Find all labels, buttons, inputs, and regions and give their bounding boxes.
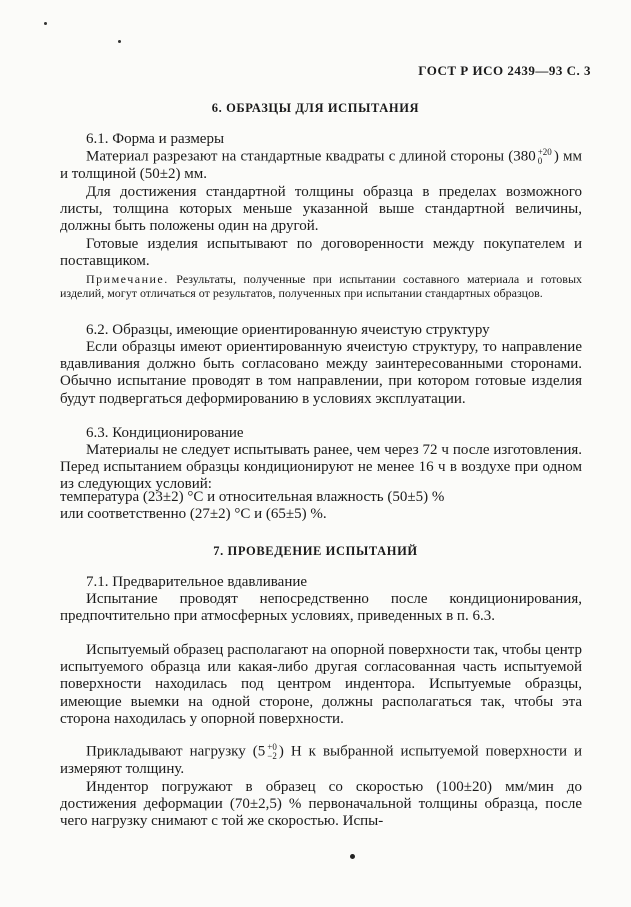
note	[60, 272, 582, 300]
tolerance-lower: 0	[537, 156, 543, 166]
paragraph-6-3-temperature: температура (23±2) °С и относительная влажность (50±5) %	[60, 489, 445, 505]
paragraph-text: Испытуемый образец располагают на опорной поверхности так, чтобы центр испытуемого образца или какая-либо другая согласованная часть испытуемой поверхности находилась под центром индентора. Испытуемые образцы, имеющие выемки на одной стороне, должны располагаться так, чтобы эта сторона находилась у опорной поверхности.	[60, 642, 582, 727]
paragraph-7-1-timing	[60, 591, 582, 625]
subsection-6-1-heading: 6.1. Форма и размеры	[86, 131, 225, 147]
scan-speck	[118, 40, 121, 43]
paragraph-text: Если образцы имеют ориентированную ячеистую структуру, то направление вдавливания должно быть согласовано между заинтересованными сторонами. Обычно испытание проводят в том направлении, при котором готовые изделия будут подвергаться деформированию в условиях эксплуатации.	[60, 339, 582, 407]
tolerance-upper: +0	[267, 742, 277, 752]
page-mark	[350, 854, 355, 859]
tolerance-lower: −2	[267, 751, 277, 761]
paragraph-6-1-thickness	[60, 184, 582, 236]
paragraph-6-1-finished-goods	[60, 236, 582, 270]
paragraph-7-1-placement	[60, 642, 582, 728]
note-text: Результаты, полученные при испытании составного материала и готовых изделий, могут отличаться от результатов, полученных при испытании стандартных образцов.	[60, 272, 582, 301]
tolerance-fraction	[538, 148, 552, 166]
paragraph-7-1-load	[60, 743, 582, 778]
paragraph-6-3-alternative: или соответственно (27±2) °С и (65±5) %.	[60, 506, 327, 522]
paragraph-6-1-text-b: ) мм и толщиной (50±2) мм.	[60, 148, 582, 182]
paragraph-text: Для достижения стандартной толщины образца в пределах возможного листы, толщина которых меньше указанной выше стандартной величины, должны быть положены один на другой.	[60, 184, 582, 235]
paragraph-6-2	[60, 339, 582, 408]
paragraph-6-1-dimensions	[60, 148, 582, 183]
subsection-7-1-heading: 7.1. Предварительное вдавливание	[86, 574, 308, 590]
page-header: ГОСТ Р ИСО 2439—93 С. 3	[418, 63, 591, 78]
paragraph-7-1-load-b: ) Н к выбранной испытуемой поверхности и измеряют толщину.	[60, 743, 583, 777]
paragraph-text: Готовые изделия испытывают по договоренности между покупателем и поставщиком.	[60, 236, 582, 270]
section-6-title: 6. ОБРАЗЦЫ ДЛЯ ИСПЫТАНИЯ	[211, 101, 420, 115]
paragraph-6-3	[60, 442, 582, 494]
paragraph-7-1-load-a: Прикладывают нагрузку (5	[86, 743, 266, 760]
paragraph-7-1-indentor	[60, 779, 582, 831]
note-label: Примечание.	[86, 272, 169, 286]
paragraph-text: Испытание проводят непосредственно после кондиционирования, предпочтительно при атмосферных условиях, приведенных в п. 6.3.	[60, 591, 582, 625]
paragraph-text: Индентор погружают в образец со скоростью (100±20) мм/мин до достижения деформации (70±2,5) % первоначальной толщины образца, после чего нагрузку снимают с той же скоростью. Испы-	[60, 779, 582, 830]
paragraph-text: Материалы не следует испытывать ранее, чем через 72 ч после изготовления. Перед испытанием образцы кондиционируют не менее 16 ч в воздухе при одном из следующих условий:	[60, 442, 582, 493]
section-7-title: 7. ПРОВЕДЕНИЕ ИСПЫТАНИЙ	[213, 544, 418, 558]
tolerance-fraction	[267, 743, 277, 761]
subsection-6-2-heading: 6.2. Образцы, имеющие ориентированную ячеистую структуру	[86, 322, 490, 338]
subsection-6-3-heading: 6.3. Кондиционирование	[86, 425, 244, 441]
scan-speck	[44, 22, 47, 25]
tolerance-upper: +20	[537, 147, 552, 157]
paragraph-6-1-text-a: Материал разрезают на стандартные квадраты с длиной стороны (380	[86, 148, 536, 165]
